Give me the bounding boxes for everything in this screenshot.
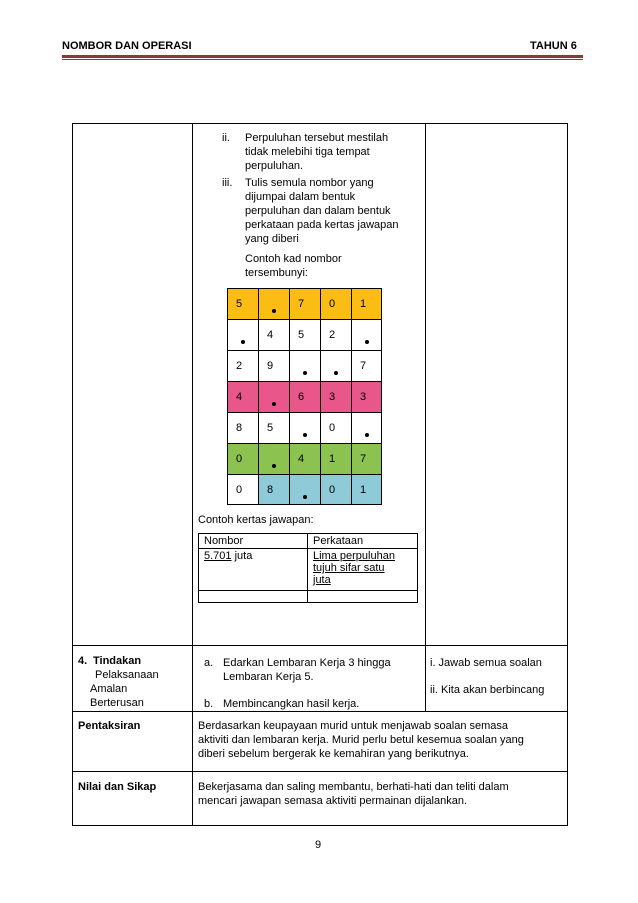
decimal-point-dot [272,309,276,313]
grid-cell [258,381,289,412]
grid-cell [227,319,258,350]
grid-digit: 0 [329,422,336,434]
grid-digit: 7 [360,453,367,465]
answer-empty-cell [199,591,308,603]
grid-cell [227,381,258,412]
decimal-point-dot [334,371,338,375]
action-b-text: Membincangkan hasil kerja. [223,698,360,710]
grid-cell [320,350,351,381]
grid-cell [258,288,289,319]
hidden-number-grid [227,288,382,505]
grid-cell [258,350,289,381]
answer-empty-cell [308,591,418,603]
grid-cell [320,412,351,443]
step-ii-number: ii. [222,132,230,144]
tindakan-sub-3: Berterusan [90,697,144,709]
grid-digit: 4 [236,391,243,403]
grid-digit: 8 [236,422,243,434]
grid-digit: 1 [360,298,367,310]
step-iii-number: iii. [222,177,233,189]
decimal-point-dot [303,433,307,437]
grid-cell [258,319,289,350]
tindakan-sub-2: Amalan [90,683,128,695]
tindakan-sub-1: Pelaksanaan [95,669,159,681]
header-title: NOMBOR DAN OPERASI [62,40,192,52]
grid-cell [351,443,382,474]
grid-cell [351,350,382,381]
answer-sheet-title: Contoh kertas jawapan: [198,514,314,526]
grid-cell [258,412,289,443]
header-rule-thick [62,55,583,58]
grid-digit: 1 [329,453,336,465]
grid-cell [258,474,289,505]
note-ii: ii. Kita akan berbincang [430,684,545,696]
grid-digit: 2 [236,360,243,372]
grid-cell [258,443,289,474]
grid-cell [351,319,382,350]
pentaksiran-label: Pentaksiran [78,720,141,732]
grid-cell [227,474,258,505]
grid-cell [289,443,320,474]
grid-cell [351,474,382,505]
answer-col-words: Perkataan [308,534,418,549]
step-iii-text: Tulis semula nombor yang dijumpai dalam bentuk perpuluhan dan dalam bentuk perkataan pada kertas jawapan yang diberi [245,177,399,245]
grid-cell [289,474,320,505]
grid-cell [289,319,320,350]
action-a-text: Edarkan Lembaran Kerja 3 hingga Lembaran Kerja 5. [223,657,391,683]
pentaksiran-text: Berdasarkan keupayaan murid untuk menjawab soalan semasa aktiviti dan lembaran kerja. Murid perlu betul kesemua soalan yang diberi sebelum bergerak ke kemahiran yang berikutnya. [198,720,524,760]
grid-digit: 2 [329,329,336,341]
decimal-point-dot [303,495,307,499]
note-i: i. Jawab semua soalan [430,657,542,669]
answer-number-cell: 5.701 juta [199,549,308,591]
answer-sheet-table [198,533,418,603]
grid-cell [289,350,320,381]
grid-cell [289,381,320,412]
nilai-text: Bekerjasama dan saling membantu, berhati-hati dan teliti dalam mencari jawapan semasa aktiviti permainan dijalankan. [198,781,509,807]
header-rule-thin [62,59,583,60]
grid-cell [320,474,351,505]
grid-cell [351,288,382,319]
decimal-point-dot [272,402,276,406]
answer-col-number: Nombor [199,534,308,549]
example-card-caption: Contoh kad nombor tersembunyi: [245,253,342,279]
grid-digit: 0 [329,298,336,310]
grid-cell [351,412,382,443]
grid-digit: 7 [298,298,305,310]
grid-digit: 1 [360,484,367,496]
grid-digit: 0 [329,484,336,496]
grid-digit: 9 [267,360,274,372]
answer-words-cell: Lima perpuluhan tujuh sifar satu juta [308,549,418,591]
header-year: TAHUN 6 [530,40,577,52]
step-ii-text: Perpuluhan tersebut mestilah tidak melebihi tiga tempat perpuluhan. [245,132,389,172]
decimal-point-dot [241,340,245,344]
grid-cell [227,443,258,474]
decimal-point-dot [303,371,307,375]
grid-digit: 4 [298,453,305,465]
grid-cell [320,319,351,350]
grid-cell [227,412,258,443]
grid-cell [320,288,351,319]
grid-cell [320,381,351,412]
grid-digit: 5 [236,298,243,310]
grid-digit: 0 [236,484,243,496]
nilai-label: Nilai dan Sikap [78,781,157,793]
tindakan-label: Tindakan [93,655,142,667]
grid-cell [351,381,382,412]
action-b-marker: b. [204,698,214,710]
grid-digit: 8 [267,484,274,496]
grid-digit: 3 [360,391,367,403]
grid-digit: 3 [329,391,336,403]
decimal-point-dot [365,433,369,437]
grid-digit: 6 [298,391,305,403]
page-number: 9 [315,839,322,851]
decimal-point-dot [365,340,369,344]
decimal-point-dot [272,464,276,468]
grid-digit: 5 [298,329,305,341]
grid-cell [289,412,320,443]
action-a-marker: a. [204,657,214,669]
grid-digit: 7 [360,360,367,372]
grid-digit: 5 [267,422,274,434]
grid-cell [227,288,258,319]
grid-cell [227,350,258,381]
grid-digit: 0 [236,453,243,465]
grid-digit: 4 [267,329,274,341]
grid-cell [320,443,351,474]
grid-cell [289,288,320,319]
tindakan-number: 4. [78,655,88,667]
